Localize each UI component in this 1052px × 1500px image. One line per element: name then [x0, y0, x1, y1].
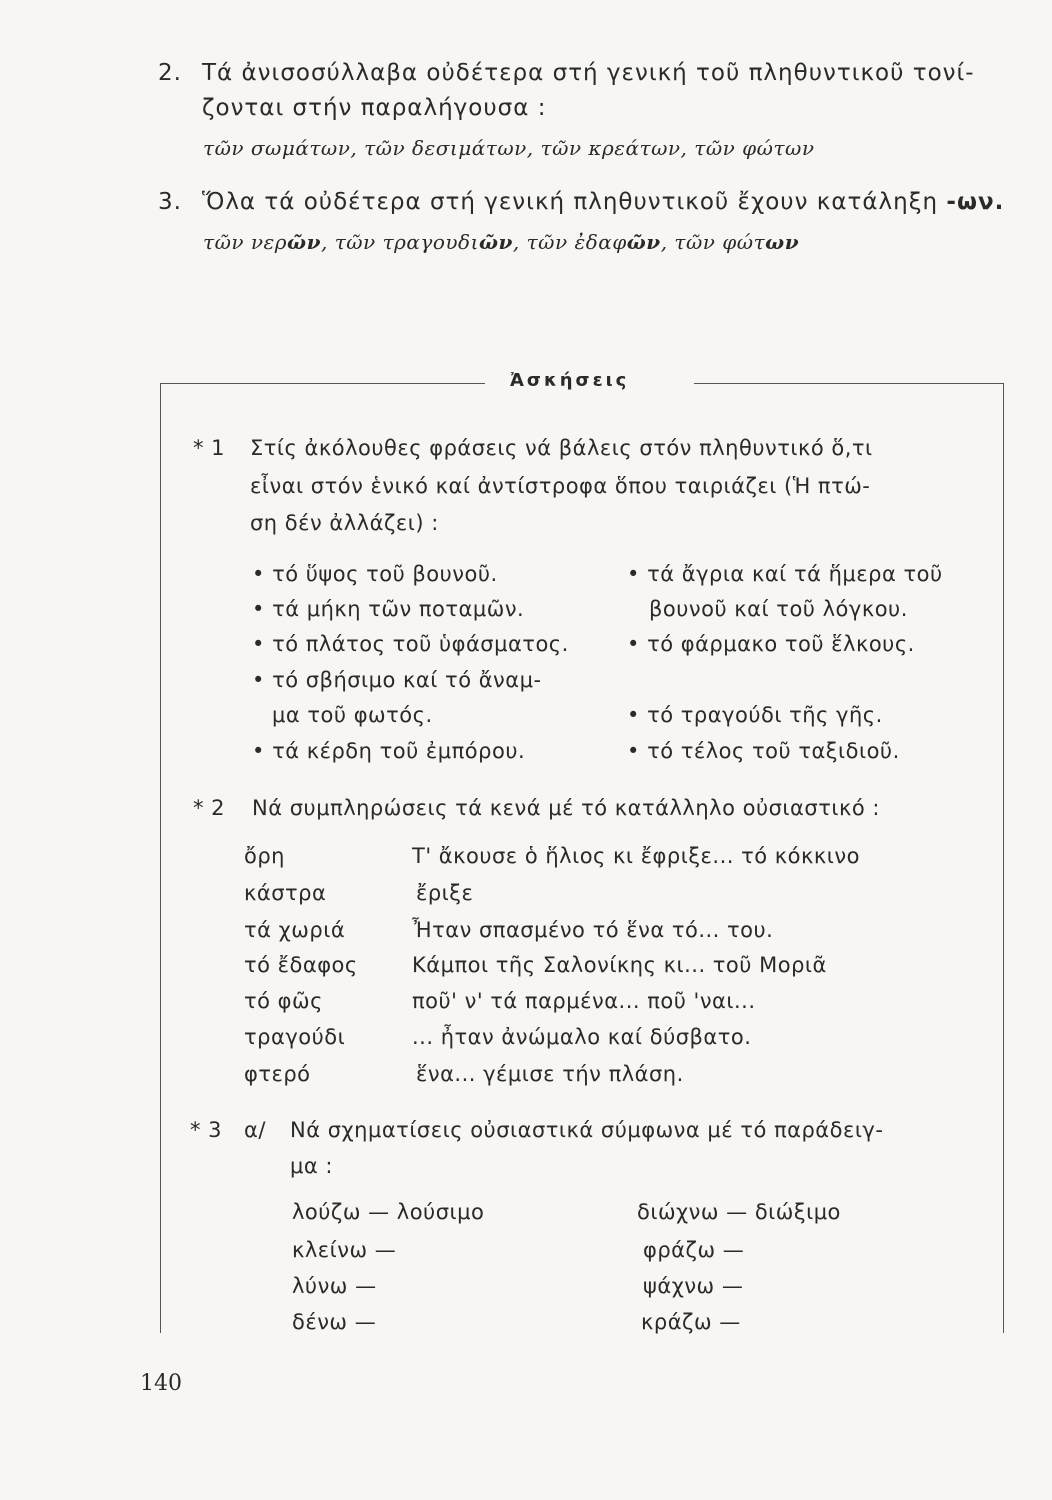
exercise-2-sentence: ... ἦταν ἀνώμαλο καί δύσβατο.: [412, 1025, 752, 1049]
exercises-title: Ἀσκήσεις: [510, 370, 630, 391]
exercise-3-verb: λύνω —: [292, 1274, 377, 1298]
exercise-2-word: τό φῶς: [244, 989, 323, 1013]
exercise-1-phrase: • τό πλάτος τοῦ ὑφάσματος.: [252, 632, 569, 656]
rule-3-text: Ὅλα τά οὐδέτερα στή γενική πληθυντικοῦ ἔχουν κατάληξη: [202, 189, 939, 215]
exercise-2-word: φτερό: [244, 1062, 311, 1086]
rule-2-examples: τῶν σωμάτων, τῶν δεσιμάτων, τῶν κρεάτων, τῶν φώτων: [203, 136, 815, 160]
exercise-3-verb: κλείνω —: [292, 1238, 397, 1262]
exercise-box-left-border: [160, 383, 161, 1333]
rule-3-example: τῶν τραγουδιῶν,: [334, 230, 527, 254]
exercise-2-sentence: ἕνα... γέμισε τήν πλάση.: [416, 1062, 684, 1086]
exercise-box-right-border: [1003, 383, 1004, 1333]
exercise-3-verb: λούζω — λούσιμο: [292, 1200, 485, 1224]
exercise-1-phrase: • τά μήκη τῶν ποταμῶν.: [252, 597, 525, 621]
exercise-2-sentence: Ἦταν σπασμένο τό ἕνα τό... του.: [412, 918, 774, 942]
exercise-2-sentence: Τ' ἄκουσε ὁ ἥλιος κι ἔφριξε... τό κόκκινο: [412, 844, 860, 868]
exercise-2-sentence: ἔριξε: [416, 881, 474, 905]
rule-2-number: 2.: [158, 60, 182, 86]
exercise-2-marker: * 2: [193, 796, 226, 820]
exercise-box-top-right-border: [694, 383, 1004, 384]
rule-2-line1: Τά ἀνισοσύλλαβα οὐδέτερα στή γενική τοῦ πληθυντικοῦ τονί-: [202, 60, 975, 86]
exercise-1-phrase: • τά κέρδη τοῦ ἐμπόρου.: [252, 739, 526, 763]
exercise-3-verb: δένω —: [292, 1310, 377, 1334]
exercise-2-word: τραγούδι: [244, 1025, 346, 1049]
exercise-3-verb: διώχνω — διώξιμο: [637, 1200, 841, 1224]
exercise-2-word: ὄρη: [244, 844, 285, 868]
exercise-3-marker: * 3: [190, 1118, 223, 1142]
rule-3-line1: [202, 189, 1004, 215]
exercise-box-top-left-border: [160, 383, 485, 384]
exercise-3-instruction-line2: μα :: [290, 1154, 333, 1178]
exercise-1-line3: ση δέν ἀλλάζει) :: [250, 511, 439, 535]
exercise-1-phrase: • τά ἄγρια καί τά ἥμερα τοῦ: [627, 562, 943, 586]
rule-3-ending: -ων.: [946, 189, 1005, 215]
rule-3-example: τῶν νερῶν,: [203, 230, 335, 254]
rule-3-examples: [203, 230, 799, 254]
exercise-2-word: τό ἔδαφος: [244, 953, 358, 977]
exercise-3-label: α/: [244, 1118, 266, 1142]
exercise-1-phrase: • τό ὕψος τοῦ βουνοῦ.: [252, 562, 498, 586]
exercise-1-phrase: • τό φάρμακο τοῦ ἕλκους.: [627, 632, 915, 656]
exercise-2-sentence: ποῦ' ν' τά παρμένα... ποῦ 'ναι...: [412, 989, 756, 1013]
exercise-1-phrase-continued: βουνοῦ καί τοῦ λόγκου.: [649, 597, 908, 621]
exercise-3-verb: ψάχνω —: [643, 1274, 744, 1298]
exercise-1-marker: * 1: [193, 436, 226, 460]
exercise-3-verb: κράζω —: [641, 1310, 741, 1334]
exercise-3-instruction-line1: Νά σχηματίσεις οὐσιαστικά σύμφωνα μέ τό παράδειγ-: [290, 1118, 884, 1142]
exercise-2-instruction: Νά συμπληρώσεις τά κενά μέ τό κατάλληλο οὐσιαστικό :: [252, 796, 880, 820]
exercise-1-phrase-continued: μα τοῦ φωτός.: [272, 703, 433, 727]
exercise-1-phrase: • τό τέλος τοῦ ταξιδιοῦ.: [627, 739, 900, 763]
exercise-2-word: κάστρα: [244, 881, 327, 905]
rule-2-line2: ζονται στήν παραλήγουσα :: [202, 95, 547, 121]
page-number: 140: [140, 1371, 182, 1396]
exercise-1-line2: εἶναι στόν ἑνικό καί ἀντίστροφα ὅπου ταιριάζει (Ἡ πτώ-: [250, 474, 871, 498]
rule-3-example: τῶν ἐδαφῶν,: [526, 230, 675, 254]
exercise-1-line1: Στίς ἀκόλουθες φράσεις νά βάλεις στόν πληθυντικό ὅ,τι: [250, 436, 873, 460]
rule-3-example: τῶν φώτων: [674, 230, 800, 254]
exercise-3-verb: φράζω —: [643, 1238, 745, 1262]
rule-3-number: 3.: [158, 189, 182, 215]
exercise-2-sentence: Κάμποι τῆς Σαλονίκης κι... τοῦ Μοριᾶ: [412, 953, 827, 977]
exercise-1-phrase: • τό σβήσιμο καί τό ἄναμ-: [252, 668, 542, 692]
exercise-1-phrase: • τό τραγούδι τῆς γῆς.: [627, 703, 883, 727]
exercise-2-word: τά χωριά: [244, 918, 346, 942]
